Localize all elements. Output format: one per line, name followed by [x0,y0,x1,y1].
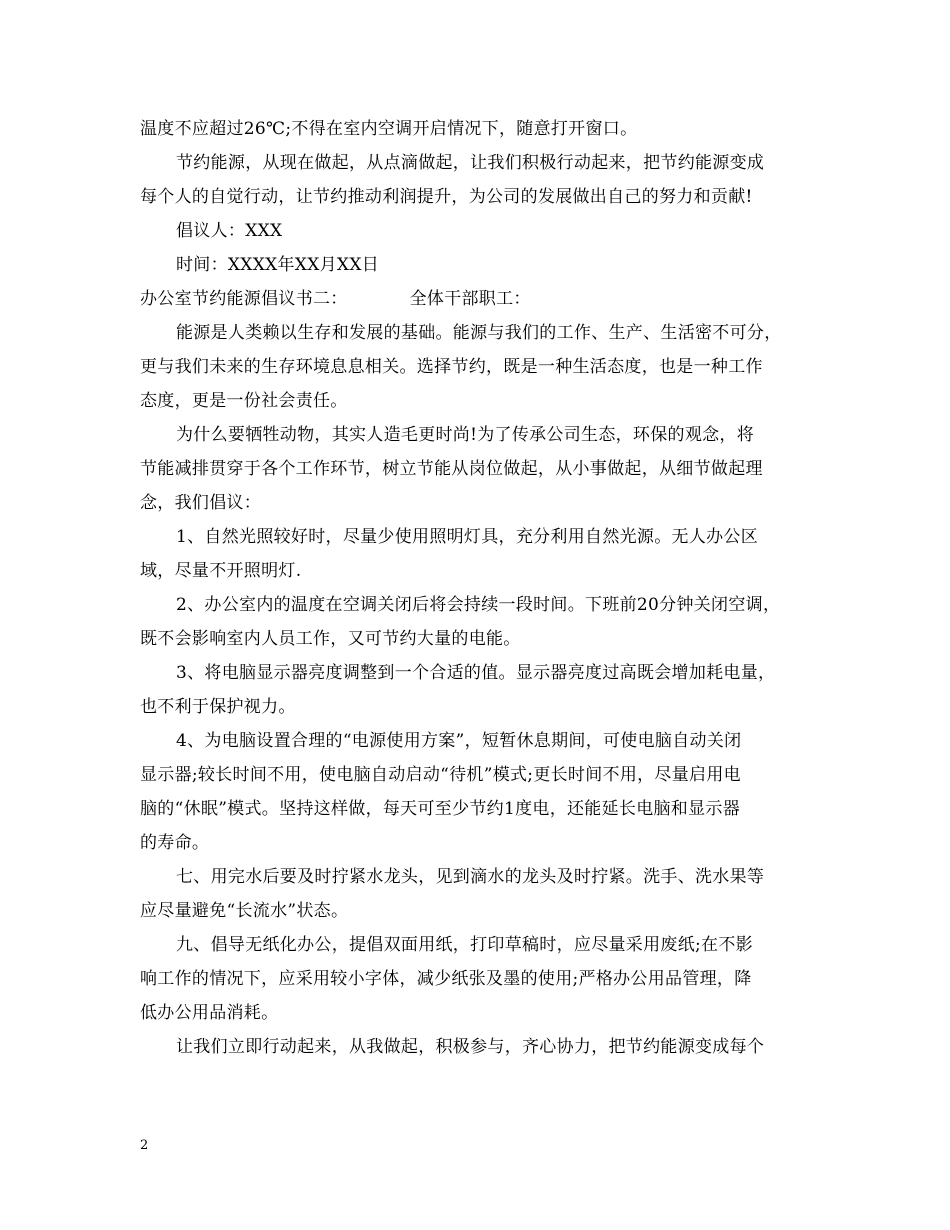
text-line: 域，尽量不开照明灯. [140,561,302,581]
salutation: 全体干部职工： [409,289,531,309]
text-line: 更与我们未来的生存环境息息相关。选择节约，既是一种生活态度，也是一种工作 [140,357,763,377]
text-line: 低办公用品消耗。 [140,1003,279,1023]
section-heading: 办公室节约能源倡议书二： [140,289,348,309]
paragraph-line: 为什么要牺牲动物，其实人造毛更时尚!为了传承公司生态，环保的观念，将 [176,425,755,445]
text-line: 既不会影响室内人员工作，又可节约大量的电能。 [140,629,521,649]
text-line: 每个人的自觉行动，让节约推动利润提升，为公司的发展做出自己的努力和贡献! [140,187,753,207]
text-line: 念，我们倡议： [140,493,262,513]
list-item-7-line: 七、用完水后要及时拧紧水龙头，见到滴水的龙头及时拧紧。洗手、洗水果等 [176,867,765,887]
list-item-1-line: 1、自然光照较好时，尽量少使用照明灯具，充分利用自然光源。无人办公区 [176,527,759,547]
paragraph-line: 让我们立即行动起来，从我做起，积极参与，齐心协力，把节约能源变成每个 [176,1037,765,1057]
date-line: 时间：XXXX年XX月XX日 [176,255,380,275]
text-line: 显示器;较长时间不用，使电脑自动启动“待机”模式;更长时间不用，尽量启用电 [140,765,741,785]
paragraph-line: 节约能源，从现在做起，从点滴做起，让我们积极行动起来，把节约能源变成 [176,153,765,173]
initiator-line: 倡议人：XXX [176,221,283,241]
list-item-9-line: 九、倡导无纸化办公，提倡双面用纸，打印草稿时，应尽量采用废纸;在不影 [176,935,753,955]
text-line: 应尽量避免“长流水”状态。 [140,901,349,921]
paragraph-line: 能源是人类赖以生存和发展的基础。能源与我们的工作、生产、生活密不可分， [176,323,782,343]
text-line: 节能减排贯穿于各个工作环节，树立节能从岗位做起，从小事做起，从细节做起理 [140,459,763,479]
page-number: 2 [140,1138,149,1153]
text-line: 的寿命。 [140,833,210,853]
text-line: 响工作的情况下，应采用较小字体，减少纸张及墨的使用;严格办公用品管理，降 [140,969,752,989]
text-line: 脑的“休眠”模式。坚持这样做，每天可至少节约1度电，还能延长电脑和显示器 [140,799,740,819]
text-line: 态度，更是一份社会责任。 [140,391,348,411]
text-line: 也不利于保护视力。 [140,697,296,717]
list-item-3-line: 3、将电脑显示器亮度调整到一个合适的值。显示器亮度过高既会增加耗电量， [176,663,776,683]
list-item-2-line: 2、办公室内的温度在空调关闭后将会持续一段时间。下班前20分钟关闭空调， [176,595,781,615]
text-line: 温度不应超过26℃;不得在室内空调开启情况下，随意打开窗口。 [140,119,638,139]
section-heading-line [140,288,531,310]
list-item-4-line: 4、为电脑设置合理的“电源使用方案”，短暂休息期间，可使电脑自动关闭 [176,731,742,751]
